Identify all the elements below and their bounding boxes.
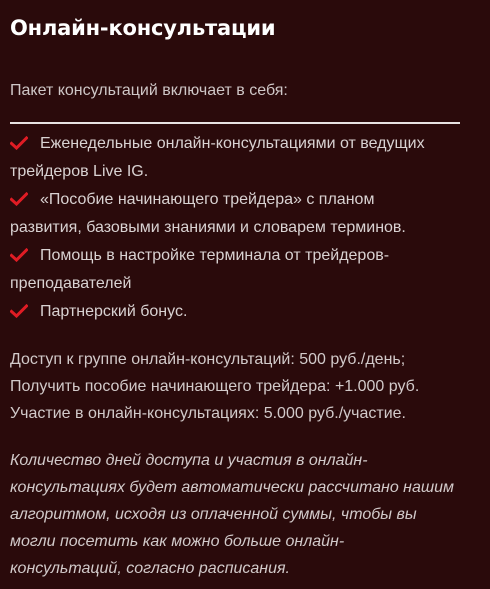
checkmark-icon	[10, 248, 28, 262]
feature-text-line2: развития, базовыми знаниями и словарем терминов.	[10, 219, 406, 236]
note-line: могли посетить как можно больше онлайн-	[10, 533, 345, 550]
feature-text-line1: Еженедельные онлайн-консультациями от ведущих	[40, 135, 425, 152]
page-title: Онлайн-консультации	[10, 16, 276, 40]
price-line: Доступ к группе онлайн-консультаций: 500 руб./день;	[10, 351, 406, 368]
note-line: консультаций, согласно расписания.	[10, 560, 290, 577]
checkmark-icon	[10, 304, 28, 318]
list-item	[10, 298, 480, 326]
price-line: Участие в онлайн-консультациях: 5.000 руб./участие.	[10, 405, 406, 422]
feature-text-line1: Партнерский бонус.	[40, 303, 188, 320]
price-list	[10, 346, 480, 427]
list-item	[10, 130, 480, 186]
checkmark-icon	[10, 192, 28, 206]
note-text	[10, 447, 480, 582]
divider	[10, 122, 460, 124]
feature-text-line2: преподавателей	[10, 275, 132, 292]
list-item	[10, 242, 480, 298]
note-line: консультациях будет автоматически рассчитано нашим	[10, 479, 455, 496]
price-line: Получить пособие начинающего трейдера: +1.000 руб.	[10, 378, 420, 395]
note-line: алгоритмом, исходя из оплаченной суммы, чтобы вы	[10, 506, 417, 523]
feature-text-line1: «Пособие начинающего трейдера» с планом	[40, 191, 375, 208]
note-line: Количество дней доступа и участия в онлайн-	[10, 452, 368, 469]
feature-list	[10, 130, 480, 326]
intro-text: Пакет консультаций включает в себя:	[10, 82, 288, 99]
feature-text-line1: Помощь в настройке терминала от трейдеров-	[40, 247, 390, 264]
checkmark-icon	[10, 136, 28, 150]
list-item	[10, 186, 480, 242]
feature-text-line2: трейдеров Live IG.	[10, 163, 149, 180]
